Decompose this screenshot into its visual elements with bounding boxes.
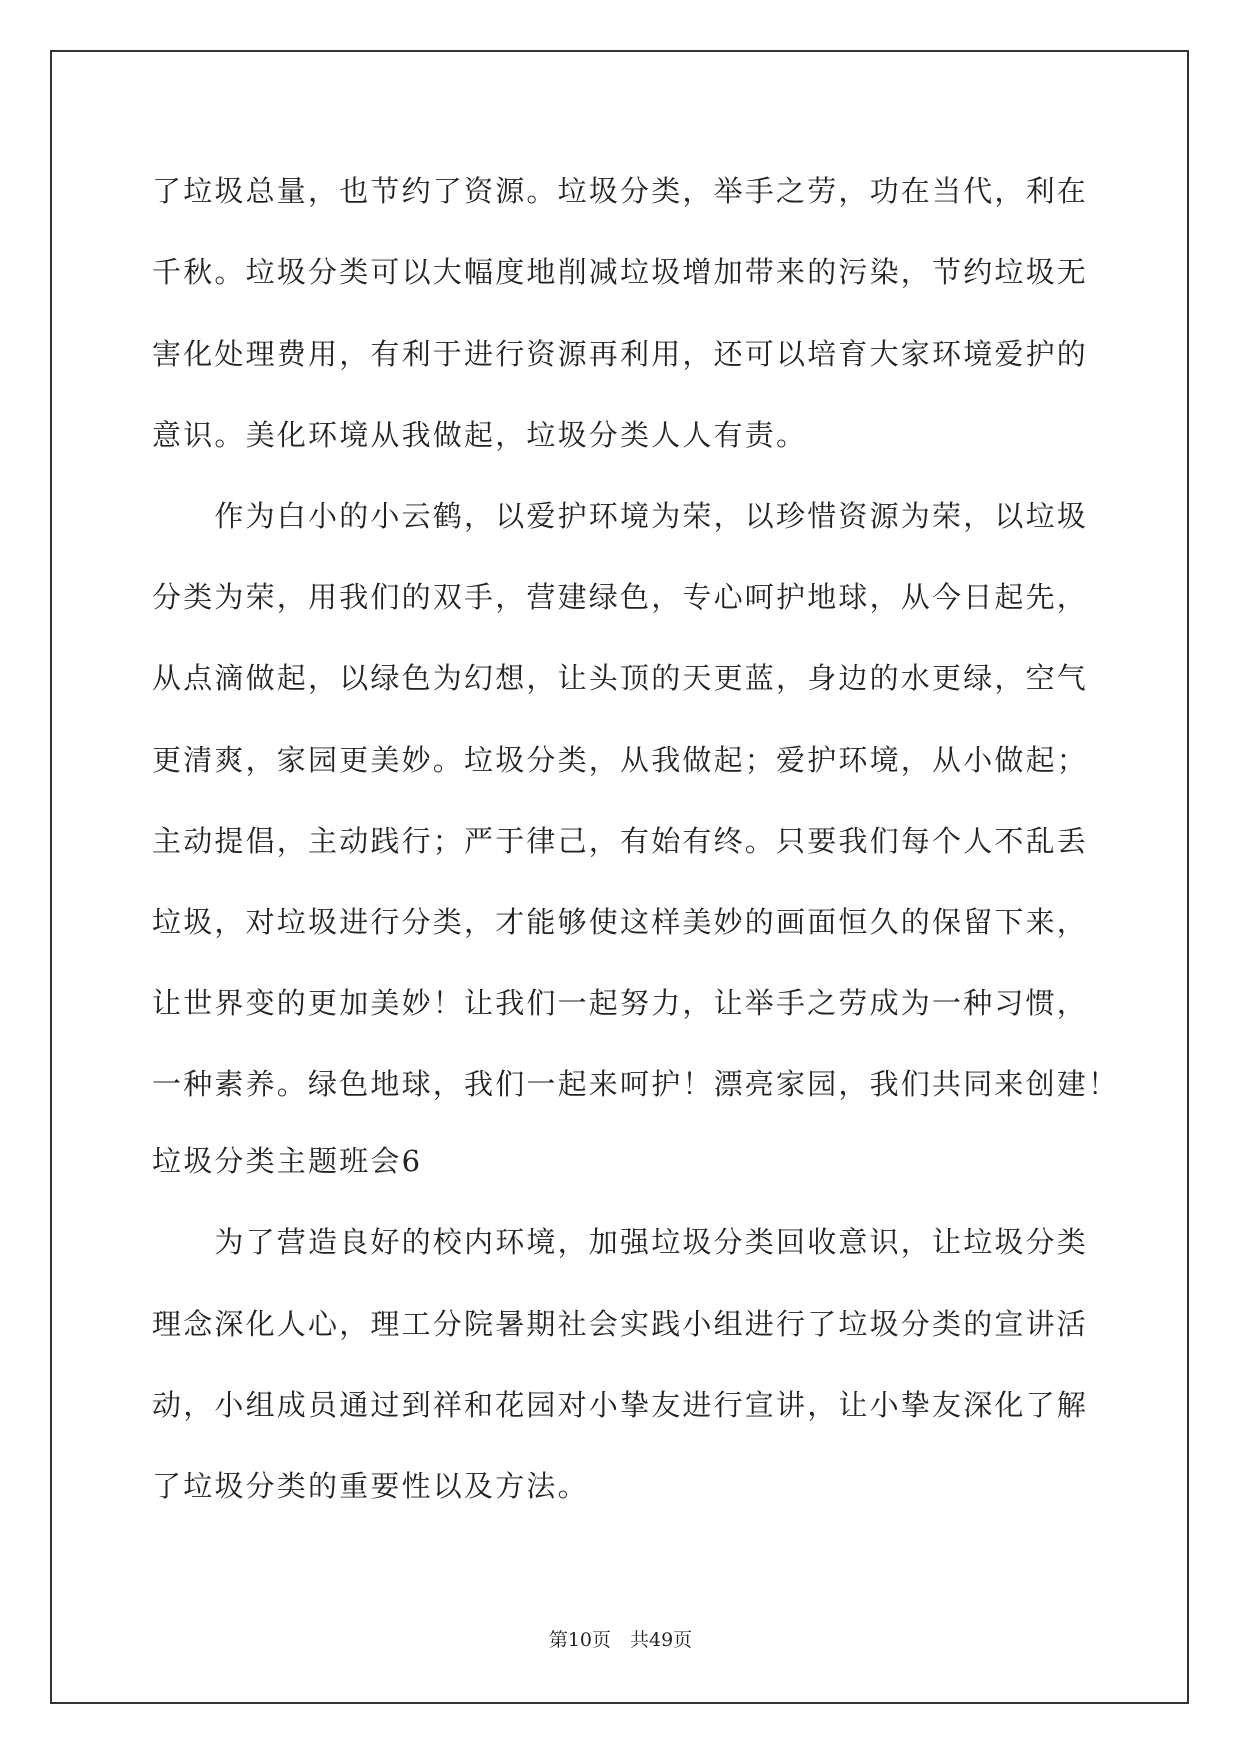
page-number-footer: 第10页 共49页 <box>548 1629 693 1651</box>
paragraph-line: 了垃圾总量，也节约了资源。垃圾分类，举手之劳，功在当代，利在 <box>152 174 1089 208</box>
paragraph-line: 主动提倡，主动践行；严于律己，有始有终。只要我们每个人不乱丢 <box>152 824 1089 858</box>
paragraph-line: 理念深化人心，理工分院暑期社会实践小组进行了垃圾分类的宣讲活 <box>152 1307 1089 1341</box>
paragraph-line: 千秋。垃圾分类可以大幅度地削减垃圾增加带来的污染，节约垃圾无 <box>152 255 1089 289</box>
paragraph-line: 分类为荣，用我们的双手，营建绿色，专心呵护地球，从今日起先， <box>152 580 1089 614</box>
paragraph-line: 意识。美化环境从我做起，垃圾分类人人有责。 <box>152 418 808 452</box>
paragraph-line: 害化处理费用，有利于进行资源再利用，还可以培育大家环境爱护的 <box>152 337 1089 371</box>
paragraph-line: 为了营造良好的校内环境，加强垃圾分类回收意识，让垃圾分类 <box>152 1225 1089 1259</box>
paragraph-line: 了垃圾分类的重要性以及方法。 <box>152 1469 589 1503</box>
paragraph-line: 一种素养。绿色地球，我们一起来呵护！漂亮家园，我们共同来创建！ <box>152 1067 1120 1101</box>
paragraph-line: 作为白小的小云鹤，以爱护环境为荣，以珍惜资源为荣，以垃圾 <box>152 499 1089 533</box>
page-border <box>50 50 1189 1704</box>
paragraph-line: 从点滴做起，以绿色为幻想，让头顶的天更蓝，身边的水更绿，空气 <box>152 661 1089 695</box>
paragraph-line: 垃圾，对垃圾进行分类，才能够使这样美妙的画面恒久的保留下来， <box>152 905 1089 939</box>
paragraph-line: 让世界变的更加美妙！让我们一起努力，让举手之劳成为一种习惯， <box>152 986 1089 1020</box>
section-heading: 垃圾分类主题班会6 <box>152 1144 423 1178</box>
paragraph-line: 更清爽，家园更美妙。垃圾分类，从我做起；爱护环境，从小做起； <box>152 743 1089 777</box>
paragraph-line: 动，小组成员通过到祥和花园对小挚友进行宣讲，让小挚友深化了解 <box>152 1388 1089 1422</box>
